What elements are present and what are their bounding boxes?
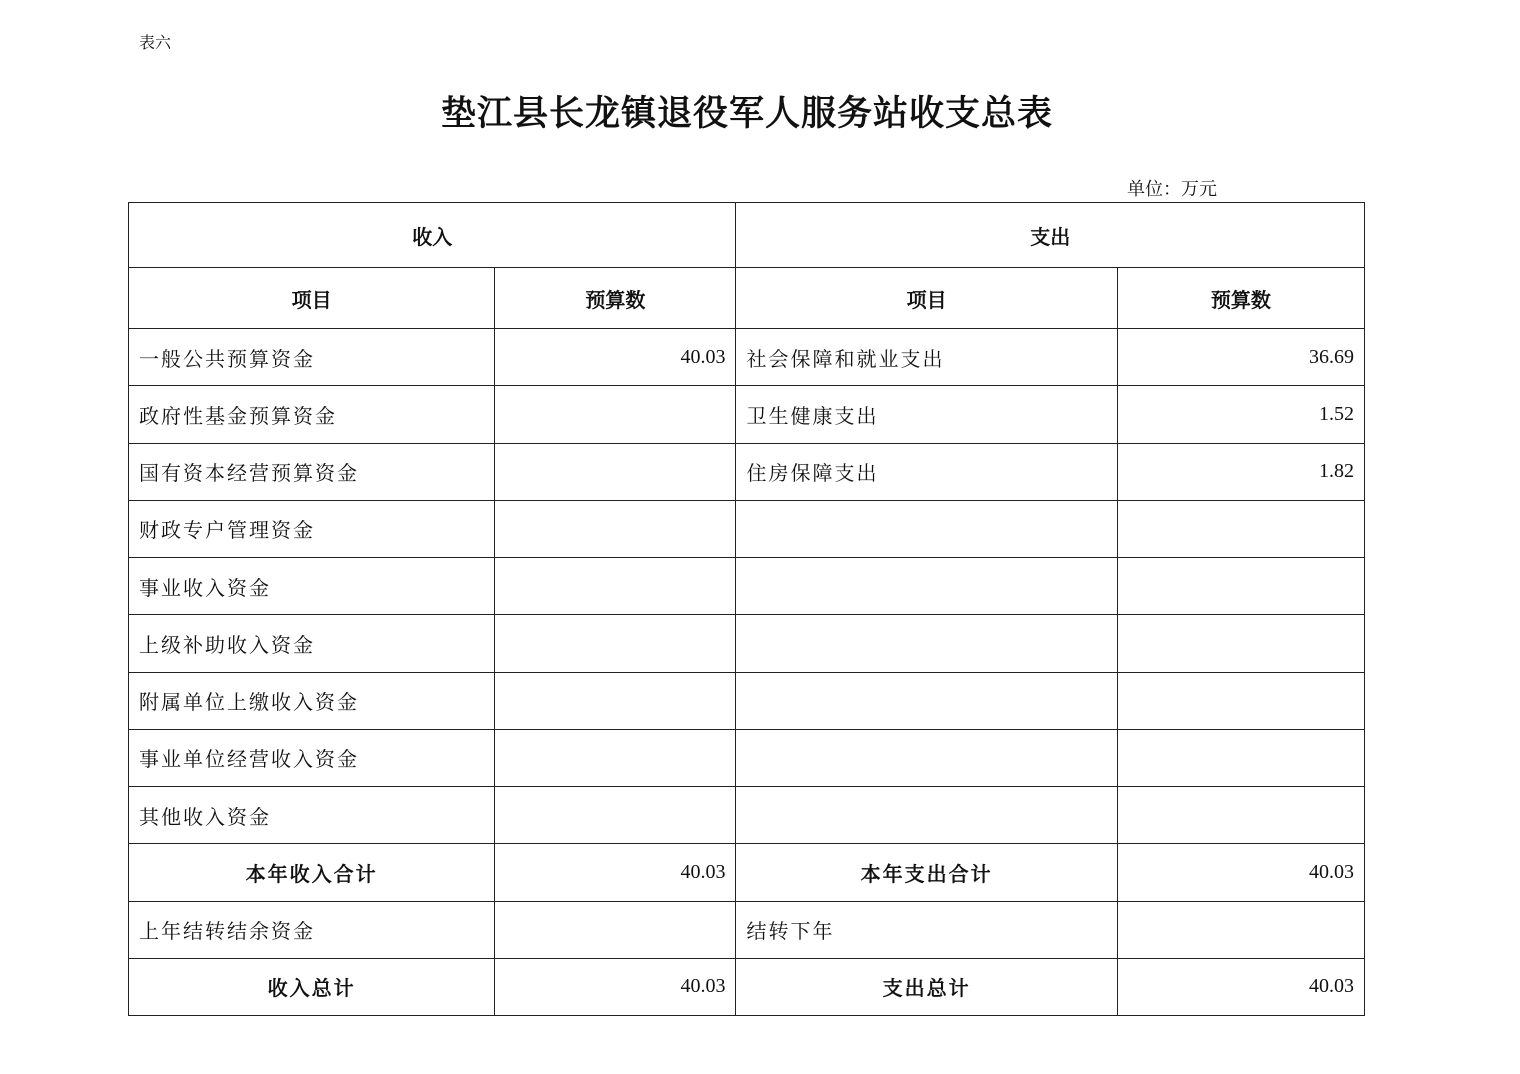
income-value <box>495 729 736 786</box>
income-item: 事业收入资金 <box>129 558 495 615</box>
budget-summary-table <box>128 202 1365 1016</box>
table-row <box>129 672 1365 729</box>
expense-value <box>1117 729 1364 786</box>
income-carry-label: 上年结转结余资金 <box>129 901 495 958</box>
document-title: 垫江县长龙镇退役军人服务站收支总表 <box>440 93 1053 134</box>
income-value <box>495 787 736 844</box>
income-year-total-label: 本年收入合计 <box>129 844 495 901</box>
expense-value <box>1117 615 1364 672</box>
expense-item: 住房保障支出 <box>736 443 1117 500</box>
expense-grand-total-value: 40.03 <box>1117 958 1364 1015</box>
table-label: 表六 <box>139 33 172 52</box>
expense-item: 社会保障和就业支出 <box>736 329 1117 386</box>
expense-grand-total-label: 支出总计 <box>736 958 1117 1015</box>
column-header-row <box>129 268 1365 329</box>
income-value: 40.03 <box>495 329 736 386</box>
income-value <box>495 443 736 500</box>
section-header-row <box>129 203 1365 268</box>
expense-carry-value <box>1117 901 1364 958</box>
expense-item <box>736 615 1117 672</box>
expense-year-total-label: 本年支出合计 <box>736 844 1117 901</box>
expense-item: 卫生健康支出 <box>736 386 1117 443</box>
income-section-header: 收入 <box>129 203 736 268</box>
table-row <box>129 615 1365 672</box>
table-row <box>129 329 1365 386</box>
expense-value: 1.52 <box>1117 386 1364 443</box>
carry-over-row <box>129 901 1365 958</box>
unit-note: 单位：万元 <box>1127 179 1217 200</box>
income-item: 附属单位上缴收入资金 <box>129 672 495 729</box>
year-total-row <box>129 844 1365 901</box>
income-year-total-value: 40.03 <box>495 844 736 901</box>
expense-carry-label: 结转下年 <box>736 901 1117 958</box>
income-value <box>495 386 736 443</box>
expense-budget-header: 预算数 <box>1117 268 1364 329</box>
expense-item <box>736 787 1117 844</box>
income-item: 国有资本经营预算资金 <box>129 443 495 500</box>
income-item: 事业单位经营收入资金 <box>129 729 495 786</box>
table-row <box>129 443 1365 500</box>
income-carry-value <box>495 901 736 958</box>
expense-item <box>736 672 1117 729</box>
expense-section-header: 支出 <box>736 203 1365 268</box>
table-row <box>129 500 1365 557</box>
expense-item-header: 项目 <box>736 268 1117 329</box>
income-grand-total-label: 收入总计 <box>129 958 495 1015</box>
income-value <box>495 615 736 672</box>
expense-item <box>736 500 1117 557</box>
income-value <box>495 500 736 557</box>
expense-item <box>736 729 1117 786</box>
income-item: 上级补助收入资金 <box>129 615 495 672</box>
income-grand-total-value: 40.03 <box>495 958 736 1015</box>
expense-value <box>1117 500 1364 557</box>
expense-value: 36.69 <box>1117 329 1364 386</box>
expense-value <box>1117 558 1364 615</box>
table-row <box>129 729 1365 786</box>
income-item: 财政专户管理资金 <box>129 500 495 557</box>
income-item-header: 项目 <box>129 268 495 329</box>
table-row <box>129 386 1365 443</box>
grand-total-row <box>129 958 1365 1015</box>
income-item: 其他收入资金 <box>129 787 495 844</box>
expense-item <box>736 558 1117 615</box>
income-value <box>495 672 736 729</box>
expense-value: 1.82 <box>1117 443 1364 500</box>
income-item: 一般公共预算资金 <box>129 329 495 386</box>
table-row <box>129 787 1365 844</box>
income-value <box>495 558 736 615</box>
income-item: 政府性基金预算资金 <box>129 386 495 443</box>
expense-value <box>1117 672 1364 729</box>
table-row <box>129 558 1365 615</box>
expense-year-total-value: 40.03 <box>1117 844 1364 901</box>
expense-value <box>1117 787 1364 844</box>
income-budget-header: 预算数 <box>495 268 736 329</box>
